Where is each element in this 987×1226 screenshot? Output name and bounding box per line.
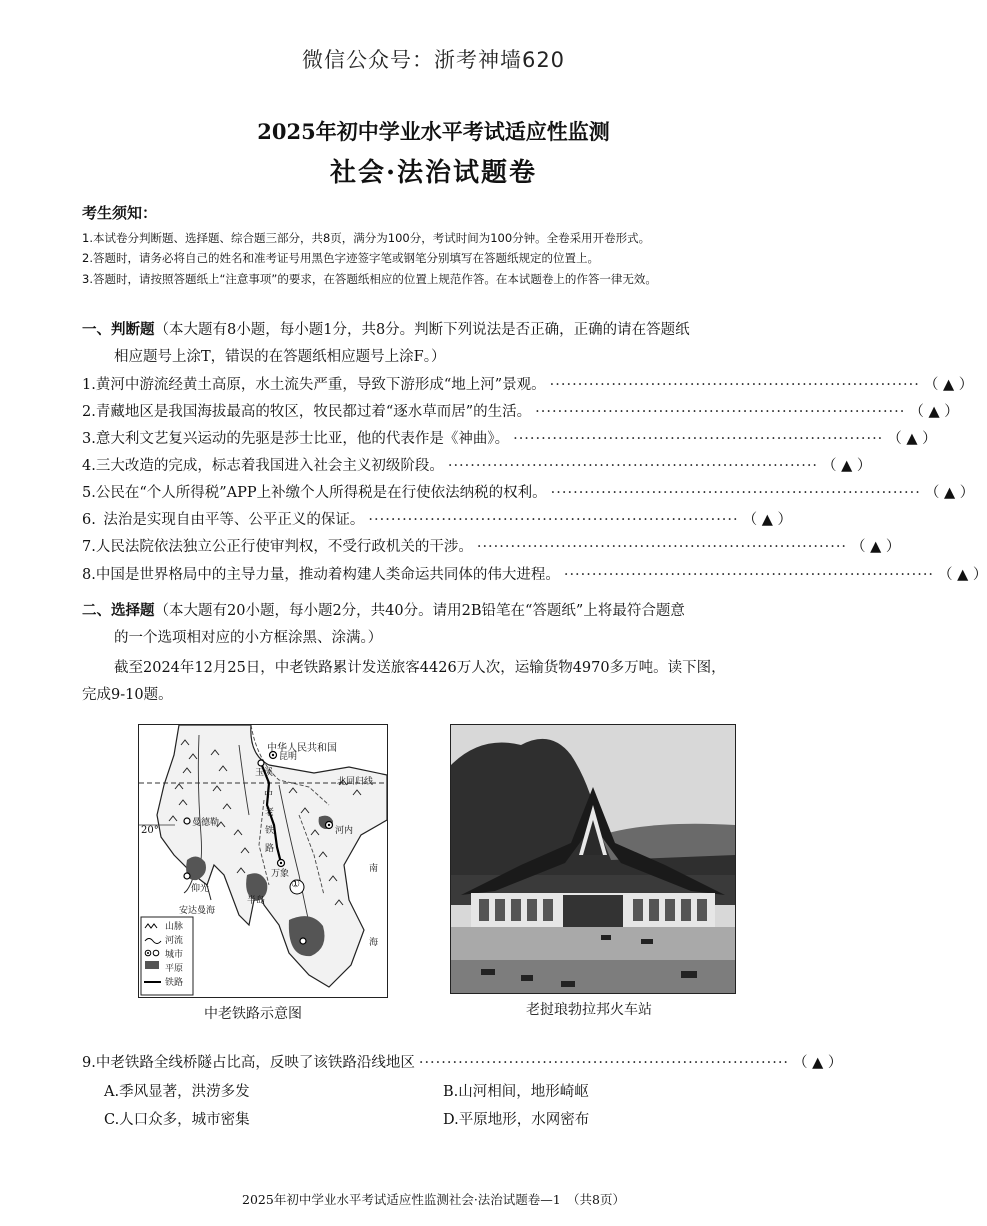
map-label-mandalay: 曼德勒 [192, 818, 220, 828]
station-graphic [451, 725, 735, 993]
section1-header [82, 318, 690, 339]
question-text: 公民在“个人所得税”APP上补缴个人所得税是在行使依法纳税的权利。 [95, 485, 547, 501]
section2-desc: （本大题有20小题，每小题2分，共40分。请用2B铅笔在“答题纸”上将最符合题意 [154, 603, 685, 619]
legend-river: 河流 [165, 936, 184, 946]
page-footer: 2025年初中学业水平考试适应性监测社会·法治试题卷—1 （共8页） [242, 1192, 625, 1207]
judge-question: 8. 中国是世界格局中的主导力量，推动着构建人类命运共同体的伟大进程。 ·································································· （ ▲ ） [82, 563, 792, 584]
legend-plain: 平原 [165, 964, 184, 974]
answer-blank: （ ▲ ） [923, 377, 974, 393]
question-text: 黄河中游流经黄土高原，水土流失严重，导致下游形成“地上河”景观。 [95, 377, 546, 393]
map-label-kunming: 昆明 [279, 752, 298, 762]
judge-question: 3. 意大利文艺复兴运动的先驱是莎士比亚，他的代表作是《神曲》。 ·································································· （ ▲ ） [82, 427, 792, 448]
answer-blank: （ ▲ ） [742, 512, 792, 528]
question-number: 1. [82, 377, 96, 393]
answer-blank: （ ▲ ） [924, 485, 975, 501]
question-number: 7. [82, 539, 96, 555]
answer-blank: （ ▲ ） [938, 567, 987, 583]
map-label-yangon: 仰光 [191, 884, 210, 894]
option-d: D.平原地形，水网密布 [443, 1112, 590, 1128]
exam-title: 2025年初中学业水平考试适应性监测 [257, 119, 610, 144]
question-text: 三大改造的完成，标志着我国进入社会主义初级阶段。 [95, 458, 444, 474]
judge-question: 6. 法治是实现自由平等、公平正义的保证。 ·································································· （ ▲ ） [82, 508, 792, 529]
map-label-hanoi: 河内 [335, 826, 354, 836]
question-number: 8. [82, 567, 96, 583]
material-intro: 截至2024年12月25日，中老铁路累计发送旅客4426万人次，运输货物4970多万吨。读下图， [114, 660, 726, 676]
map-caption: 中老铁路示意图 [204, 1006, 302, 1022]
map-label-zhong: 中 [264, 790, 274, 800]
legend-mountain: 山脉 [165, 922, 184, 932]
notice-item: 3.答题时，请按照答题纸上“注意事项”的要求，在答题纸相应的位置上规范作答。在本试题卷上的作答一律无效。 [82, 272, 657, 286]
station-photo [450, 724, 736, 994]
map-label-country: 中华人民共和国 [267, 743, 337, 754]
question-number: 5. [82, 485, 96, 501]
section1-desc: （本大题有8小题，每小题1分，共8分。判断下列说法是否正确，正确的请在答题纸 [154, 322, 690, 338]
map-label-andaman: 安达曼海 [179, 906, 216, 916]
section2-desc-cont: 的一个选项相对应的小方框涂黑、涂满。） [114, 630, 383, 646]
answer-blank: （ ▲ ） [887, 431, 937, 447]
map-label-lat: 20° [141, 825, 159, 836]
answer-blank: （ ▲ ） [909, 404, 959, 420]
notice-item: 2.答题时，请务必将自己的姓名和准考证号用黑色字迹签字笔或钢笔分别填写在答题纸规定的位置上。 [82, 251, 599, 265]
map-label-lao: 老 [265, 808, 275, 818]
question-text: 法治是实现自由平等、公平正义的保证。 [103, 512, 365, 528]
option-b: B.山河相间，地形崎岖 [443, 1084, 589, 1100]
section2-heading: 二、选择题 [82, 602, 155, 619]
map-label-tropic: 北回归线 [337, 777, 374, 787]
map-label-road: 路 [265, 844, 275, 854]
option-c: C.人口众多，城市密集 [104, 1112, 250, 1128]
wechat-watermark: 微信公众号：浙考神墙620 [301, 48, 566, 72]
question-text: 意大利文艺复兴运动的先驱是莎士比亚，他的代表作是《神曲》。 [95, 431, 510, 447]
legend-railway: 铁路 [165, 978, 184, 988]
section1-desc-cont: 相应题号上涂T，错误的在答题纸相应题号上涂F。） [114, 349, 446, 365]
question-number: 2. [82, 404, 96, 420]
legend-city: 城市 [165, 950, 184, 960]
section1-heading: 一、判断题 [82, 321, 155, 338]
judge-question: 4. 三大改造的完成，标志着我国进入社会主义初级阶段。 ·································································· （ ▲ ） [82, 454, 792, 475]
section2-header [82, 599, 685, 620]
answer-blank: （ ▲ ） [822, 458, 872, 474]
question-number: 9. [82, 1055, 96, 1071]
map-label-peninsula: 半岛 [247, 896, 266, 906]
railway-map [138, 724, 388, 998]
question-number: 6. [82, 512, 96, 528]
question-text: 中老铁路全线桥隧占比高，反映了该铁路沿线地区 [95, 1055, 415, 1071]
question-number: 3. [82, 431, 96, 447]
answer-blank: （ ▲ ） [793, 1055, 843, 1071]
question-number: 4. [82, 458, 96, 474]
map-label-yuxi: 玉溪 [255, 768, 274, 778]
map-label-south: 南 [369, 864, 379, 874]
material-intro-cont: 完成9-10题。 [82, 687, 173, 703]
judge-question: 5. 公民在“个人所得税”APP上补缴个人所得税是在行使依法纳税的权利。 ·································································· （ ▲ ） [82, 481, 792, 502]
photo-caption: 老挝琅勃拉邦火车站 [526, 1002, 652, 1018]
map-label-circle1: ① [291, 879, 300, 890]
question-text: 青藏地区是我国海拔最高的牧区，牧民都过着“逐水草而居”的生活。 [95, 404, 532, 420]
notice-item: 1.本试卷分判断题、选择题、综合题三部分，共8页，满分为100分，考试时间为100分钟。全卷采用开卷形式。 [82, 231, 651, 245]
exam-subtitle: 社会·法治试题卷 [329, 158, 538, 188]
map-label-rail: 铁 [265, 826, 275, 836]
choice-question: 9. 中老铁路全线桥隧占比高，反映了该铁路沿线地区 ·································································· （ ▲ ） [82, 1051, 794, 1072]
map-label-vientiane: 万象 [271, 869, 290, 879]
option-a: A.季风显著，洪涝多发 [104, 1084, 250, 1100]
question-text: 人民法院依法独立公正行使审判权，不受行政机关的干涉。 [95, 539, 473, 555]
notice-heading: 考生须知： [82, 204, 158, 222]
question-text: 中国是世界格局中的主导力量，推动着构建人类命运共同体的伟大进程。 [95, 567, 560, 583]
answer-blank: （ ▲ ） [851, 539, 901, 555]
judge-question: 1. 黄河中游流经黄土高原，水土流失严重，导致下游形成“地上河”景观。 ·································································· （ ▲ ） [82, 373, 792, 394]
judge-question: 7. 人民法院依法独立公正行使审判权，不受行政机关的干涉。 ·································································· （ ▲ ） [82, 535, 792, 556]
judge-question: 2. 青藏地区是我国海拔最高的牧区，牧民都过着“逐水草而居”的生活。 ·································································· （ ▲ ） [82, 400, 792, 421]
map-label-sea: 海 [369, 938, 379, 948]
